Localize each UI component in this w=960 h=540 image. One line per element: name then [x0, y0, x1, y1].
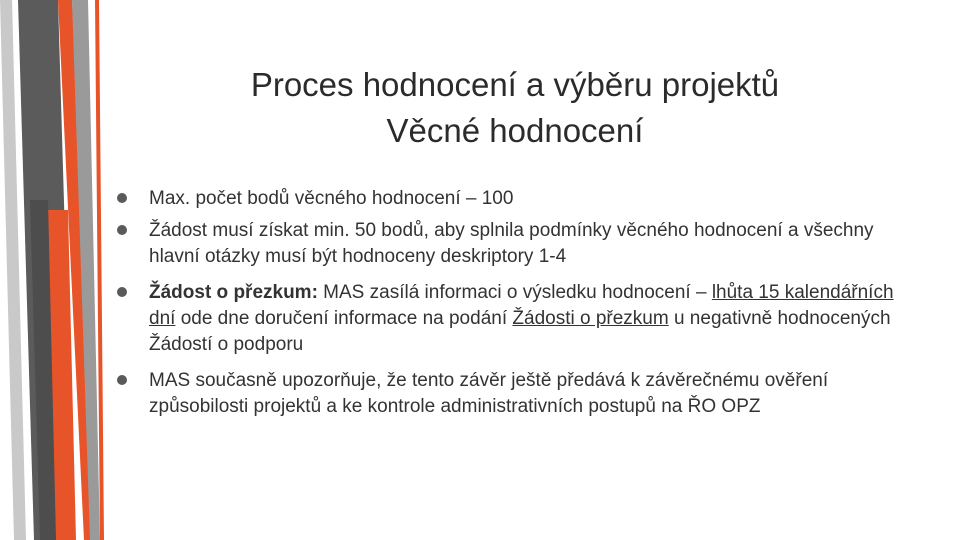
bullet-dot — [117, 375, 127, 385]
title-line-2: Věcné hodnocení — [386, 112, 644, 149]
review-request-label: Žádost o přezkum: — [149, 282, 318, 303]
bullet-text-part: ode dne doručení informace na podání — [175, 308, 513, 329]
bullet-text: MAS současně upozorňuje, že tento závěr ještě předává k závěrečnému ověření způsobilosti projektů a ke kontrole administrativních postupů na ŘO OPZ — [149, 370, 829, 417]
deadline-text: lhůta 15 kalendářních dní — [149, 282, 894, 329]
bullet-item-3 — [117, 280, 907, 358]
bullet-text: Max. počet bodů věcného hodnocení – 100 — [149, 188, 514, 209]
review-request-link-text: Žádosti o přezkum — [512, 308, 669, 329]
bullet-text: Žádost musí získat min. 50 bodů, aby splnila podmínky věcného hodnocení a všechny hlavní otázky musí být hodnoceny deskriptory 1-4 — [149, 220, 874, 267]
bullet-text-part: MAS zasílá informaci o výsledku hodnocení – — [317, 282, 712, 303]
bullet-dot — [117, 225, 127, 235]
bullet-item-4 — [117, 368, 907, 420]
bullet-dot — [117, 287, 127, 297]
bullet-dot — [117, 193, 127, 203]
bullet-list — [117, 186, 907, 428]
bullet-item-2 — [117, 218, 907, 270]
title-line-1: Proces hodnocení a výběru projektů — [250, 66, 780, 103]
bullet-text-part: u negativně hodnocených Žádostí o podporu — [149, 308, 891, 355]
slide-title — [150, 62, 880, 154]
bullet-item-1 — [117, 186, 907, 212]
